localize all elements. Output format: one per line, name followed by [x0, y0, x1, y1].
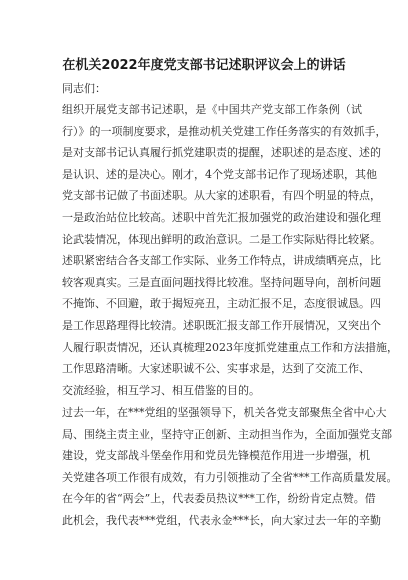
text-line: 是工作思路理得比较清。述职既汇报支部工作开展情况，又突出个	[62, 318, 381, 332]
text-line: 较客观真实。三是直面问题找得比较准。坚持问题导向，剖析问题	[62, 275, 381, 289]
document-title: 在机关2022年度党支部书记述职评议会上的讲话	[62, 58, 346, 73]
text-line: 工作思路清晰。大家述职诚不公、实事求是，达到了交流工作、	[62, 362, 370, 376]
paragraph-2	[62, 402, 398, 532]
text-line: 是认识、述的是决心。刚才，4个党支部书记作了现场述职，其他	[62, 167, 377, 181]
text-line: 在今年的省“两会”上，代表委员热议***工作，纷纷肯定点赞。借	[62, 492, 376, 506]
text-line: 论武装情况，体现出鲜明的政治意识。二是工作实际贴得比较紧。	[62, 232, 381, 246]
text-line: 党支部书记做了书面述职。从大家的述职看，有四个明显的特点，	[62, 189, 381, 203]
text-line: 人履行职责情况，还认真梳理2023年度抓党建重点工作和方法措施，	[62, 340, 398, 354]
text-line: 一是政治站位比较高。述职中首先汇报加强党的政治建设和强化理	[62, 210, 381, 224]
salutation: 同志们：	[62, 82, 106, 95]
text-line: 述职紧密结合各支部工作实际、业务工作特点，讲成绩晒亮点，比	[62, 254, 381, 268]
text-line: 交流经验，相互学习、相互借鉴的目的。	[62, 383, 260, 397]
text-line: 不掩饰、不回避，敢于揭短亮丑，主动汇报不足，态度很诚恳。四	[62, 297, 381, 311]
text-line: 过去一年，在***党组的坚强领导下，机关各党支部聚焦全省中心大	[62, 406, 387, 419]
text-line: 局、围绕主责主业，坚持守正创新、主动担当作为，全面加强党支部	[62, 427, 392, 441]
text-line: 建设，党支部战斗堡垒作用和党员先锋模范作用进一步增强，机	[62, 449, 370, 463]
text-line: 关党建各项工作很有成效，有力引领推动了全省***工作高质量发展。	[62, 470, 398, 484]
text-line: 组织开展党支部书记述职，是《中国共产党支部工作条例（试	[62, 103, 362, 116]
text-line: 行）》的一项制度要求，是推动机关党建工作任务落实的有效抓手，	[62, 124, 387, 138]
paragraph-1	[62, 99, 398, 401]
text-line: 此机会，我代表***党组，代表永金***长，向大家过去一年的辛勤	[62, 513, 381, 527]
text-line: 是对支部书记认真履行抓党建职责的提醒，述职述的是态度、述的	[62, 146, 381, 160]
